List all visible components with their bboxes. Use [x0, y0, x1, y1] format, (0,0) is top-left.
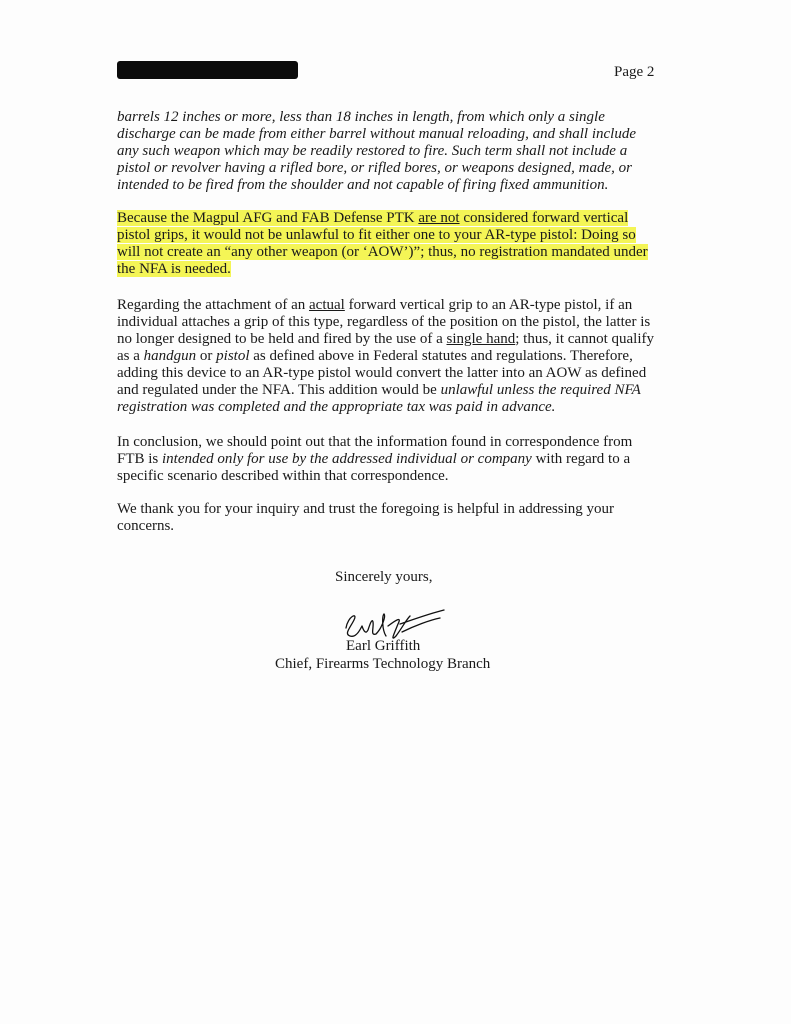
underlined-single-hand: single hand [446, 331, 516, 347]
redacted-name-bar [117, 61, 298, 79]
italic-pistol: pistol [216, 348, 250, 364]
italic-unlawful-clause: unlawful unless the required NFA registration was completed and the appropriate tax was paid in advance. [117, 382, 641, 415]
italic-handgun: handgun [143, 348, 197, 364]
paragraph-conclusion [117, 434, 657, 485]
text-segment: In conclusion, we should point out that the information found in correspondence from FTB is [117, 434, 633, 467]
highlighted-underlined-are-not: are not [418, 210, 460, 226]
underlined-actual: actual [309, 297, 345, 313]
text-segment: forward vertical grip to an AR-type pistol, if an individual attaches a grip of this type, regardless of the position on the pistol, the latter is no longer designed to be held and fired by the use of a [117, 297, 651, 347]
italic-intended-use: intended only for use by the addressed individual or company [162, 451, 532, 467]
closing-salutation: Sincerely yours, [335, 569, 433, 585]
paragraph-thanks: We thank you for your inquiry and trust the foregoing is helpful in addressing your concerns. [117, 501, 615, 534]
text-segment: ; thus, it cannot qualify as a [117, 331, 654, 364]
text-segment: Regarding the attachment of an [117, 297, 310, 313]
text-segment: as defined above in Federal statutes and regulations. Therefore, adding this device to an AR-type pistol would convert the latter into an AOW as defined and regulated under the NFA. This addition would be [117, 348, 647, 398]
signer-title: Chief, Firearms Technology Branch [275, 656, 491, 672]
text-segment: with regard to a specific scenario described within that correspondence. [117, 451, 631, 484]
highlighted-text-start: Because the Magpul AFG and FAB Defense PTK [117, 210, 419, 226]
paragraph-highlighted-conclusion [117, 210, 657, 278]
signer-name: Earl Griffith [346, 638, 421, 654]
page-number: Page 2 [614, 64, 655, 80]
paragraph-definition-continuation: barrels 12 inches or more, less than 18 inches in length, from which only a single discharge can be made from either barrel without manual reloading, and shall include any such weapon which may be readily restored to fire. Such term shall not include a pistol or revolver having a rifled bore, or rifled bores, or weapons designed, made, or intended to be fired from the shoulder and not capable of firing fixed ammunition. [117, 109, 636, 193]
text-segment: or [196, 348, 217, 364]
highlighted-text-end: considered forward vertical pistol grips, it would not be unlawful to fit either one to your AR-type pistol: Doing so will not create an “any other weapon (or ‘AOW’)”; thus, no registration mandated under the NFA is needed. [117, 210, 648, 277]
paragraph-forward-grip [117, 297, 657, 416]
